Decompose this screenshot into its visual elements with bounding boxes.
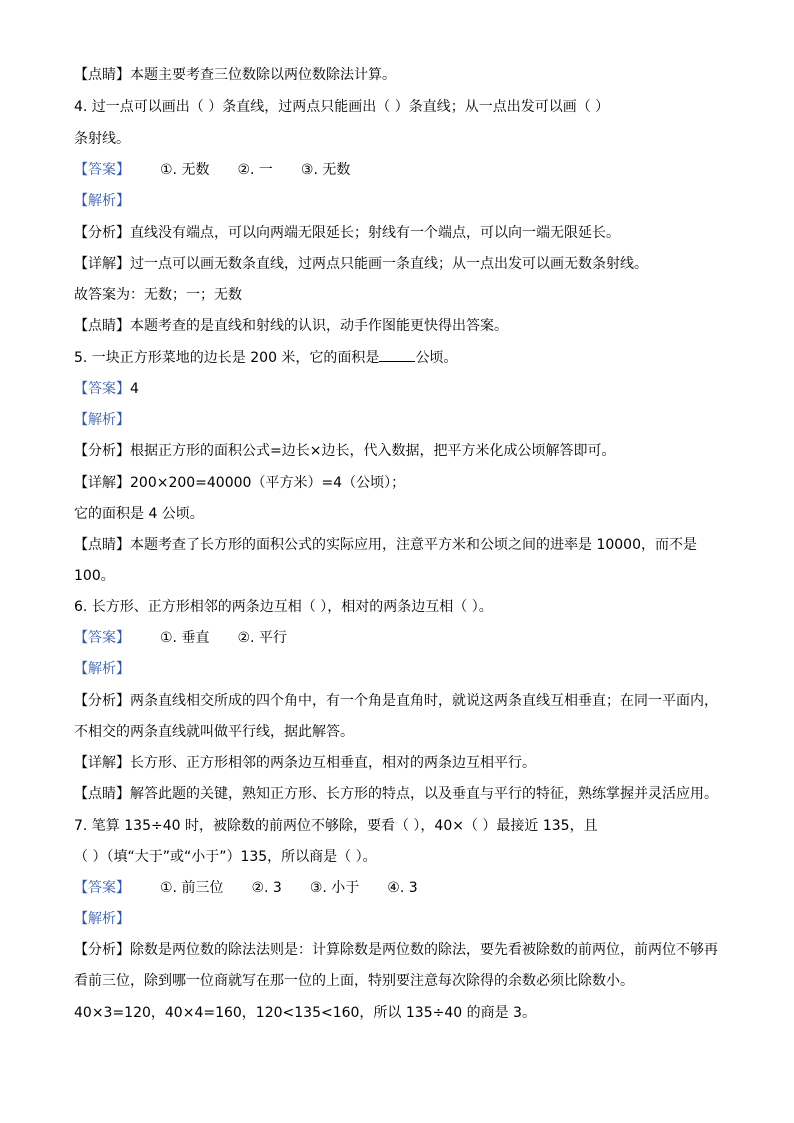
q6-xiangjie-text: 长方形、正方形相邻的两条边互相垂直，相对的两条边互相平行。 — [130, 755, 536, 771]
q6-fenxi-line2: 不相交的两条直线就叫做平行线，据此解答。 — [74, 724, 354, 740]
q7-jiexi-line — [74, 908, 724, 930]
q4-answer-line — [74, 159, 724, 181]
q4-fenxi-line — [74, 222, 724, 244]
jiexi-tag: 【解析】 — [74, 193, 130, 209]
xiangjie-tag: 【详解】 — [74, 256, 130, 272]
q5-fenxi-text: 根据正方形的面积公式=边长×边长，代入数据，把平方米化成公顷解答即可。 — [130, 443, 616, 459]
q7-line2: （ ）（填“大于”或“小于”）135，所以商是（ ）。 — [74, 849, 377, 865]
q6-dianjing-line — [74, 783, 724, 805]
q7-answer-line — [74, 877, 724, 899]
dianjing-tag: 【点睛】 — [74, 786, 130, 802]
q5-question-a: 5. 一块正方形菜地的边长是 200 米，它的面积是 — [74, 350, 380, 366]
q4-dianjing-line — [74, 315, 724, 337]
q4-answer-1: ①. 无数 — [160, 162, 210, 178]
q5-line1 — [74, 347, 724, 369]
dianjing-tag: 【点睛】 — [74, 537, 130, 553]
q6-fenxi-text: 两条直线相交所成的四个角中，有一个角是直角时，就说这两条直线互相垂直；在同一平面内， — [130, 693, 718, 709]
fenxi-tag: 【分析】 — [74, 693, 130, 709]
q6-answer-list — [160, 630, 315, 646]
q4-fenxi-text: 直线没有端点，可以向两端无限延长；射线有一个端点，可以向一端无限延长。 — [130, 225, 620, 241]
q6-dianjing-text: 解答此题的关键，熟知正方形、长方形的特点，以及垂直与平行的特征，熟练掌握并灵活应用。 — [130, 786, 718, 802]
q4-xiangjie-text: 过一点可以画无数条直线，过两点只能画一条直线；从一点出发可以画无数条射线。 — [130, 256, 648, 272]
answer-tag: 【答案】 — [74, 880, 130, 896]
q7-answer-2: ②. 3 — [251, 880, 282, 896]
top-dianjing-line — [74, 64, 724, 86]
xiangjie-tag: 【详解】 — [74, 475, 130, 491]
q4-line2: 条射线。 — [74, 131, 130, 147]
fenxi-tag: 【分析】 — [74, 443, 130, 459]
q5-jiexi-line — [74, 409, 724, 431]
jiexi-tag: 【解析】 — [74, 911, 130, 927]
q4-line1: 4. 过一点可以画出（ ）条直线，过两点只能画出（ ）条直线；从一点出发可以画（ ） — [74, 99, 610, 115]
q5-dianjing-line1 — [74, 534, 724, 556]
answer-tag: 【答案】 — [74, 381, 130, 397]
answer-tag: 【答案】 — [74, 630, 130, 646]
q5-result: 它的面积是 4 公顷。 — [74, 506, 204, 522]
jiexi-tag: 【解析】 — [74, 412, 130, 428]
q4-dianjing-text: 本题考查的是直线和射线的认识，动手作图能更快得出答案。 — [130, 318, 508, 334]
q4-answer-list — [160, 162, 378, 178]
q4-answer-3: ③. 无数 — [300, 162, 351, 178]
q4-jiexi-line — [74, 190, 724, 212]
q7-fenxi-line1 — [74, 939, 724, 961]
fenxi-tag: 【分析】 — [74, 942, 130, 958]
q7-calc: 40×3=120，40×4=160，120<135<160，所以 135÷40 的商是 3。 — [74, 1005, 536, 1021]
q5-dianjing-line2: 100。 — [74, 568, 115, 584]
q7-fenxi-text: 除数是两位数的除法法则是：计算除数是两位数的除法，要先看被除数的前两位，前两位不够再 — [130, 942, 718, 958]
q7-answer-list — [160, 880, 446, 896]
q5-question-b: 公顷。 — [415, 350, 458, 366]
q7-answer-4: ④. 3 — [387, 880, 418, 896]
q6-answer-2: ②. 平行 — [237, 630, 287, 646]
q6-answer-1: ①. 垂直 — [160, 630, 210, 646]
dianjing-tag: 【点睛】 — [74, 67, 130, 83]
q6-answer-line — [74, 627, 724, 649]
answer-blank — [379, 347, 415, 362]
answer-tag: 【答案】 — [74, 162, 130, 178]
q5-fenxi-line — [74, 440, 724, 462]
q6-xiangjie-line — [74, 752, 724, 774]
top-dianjing-text: 本题主要考查三位数除以两位数除法计算。 — [130, 67, 396, 83]
q6-fenxi-line1 — [74, 690, 724, 712]
q6-jiexi-line — [74, 658, 724, 680]
jiexi-tag: 【解析】 — [74, 661, 130, 677]
q7-line1: 7. 笔算 135÷40 时，被除数的前两位不够除，要看（ ），40×（ ）最接近 135，且 — [74, 818, 598, 834]
q5-answer: 4 — [130, 381, 139, 397]
q7-fenxi-line2: 看前三位，除到哪一位商就写在那一位的上面，特别要注意每次除得的余数必须比除数小。 — [74, 973, 634, 989]
q5-answer-line — [74, 378, 724, 400]
q5-dianjing-text: 本题考查了长方形的面积公式的实际应用，注意平方米和公顷之间的进率是 10000，而不是 — [130, 537, 697, 553]
q7-answer-1: ①. 前三位 — [160, 880, 224, 896]
q5-xiangjie-text: 200×200=40000（平方米）=4（公顷）； — [130, 475, 406, 491]
q4-conclusion: 故答案为：无数；一；无数 — [74, 287, 242, 303]
q4-xiangjie-line — [74, 253, 724, 275]
q6-line1: 6. 长方形、正方形相邻的两条边互相（ ），相对的两条边互相（ ）。 — [74, 599, 493, 615]
q4-answer-2: ②. 一 — [237, 162, 273, 178]
q5-xiangjie-line — [74, 472, 724, 494]
xiangjie-tag: 【详解】 — [74, 755, 130, 771]
fenxi-tag: 【分析】 — [74, 225, 130, 241]
q7-answer-3: ③. 小于 — [309, 880, 360, 896]
dianjing-tag: 【点睛】 — [74, 318, 130, 334]
